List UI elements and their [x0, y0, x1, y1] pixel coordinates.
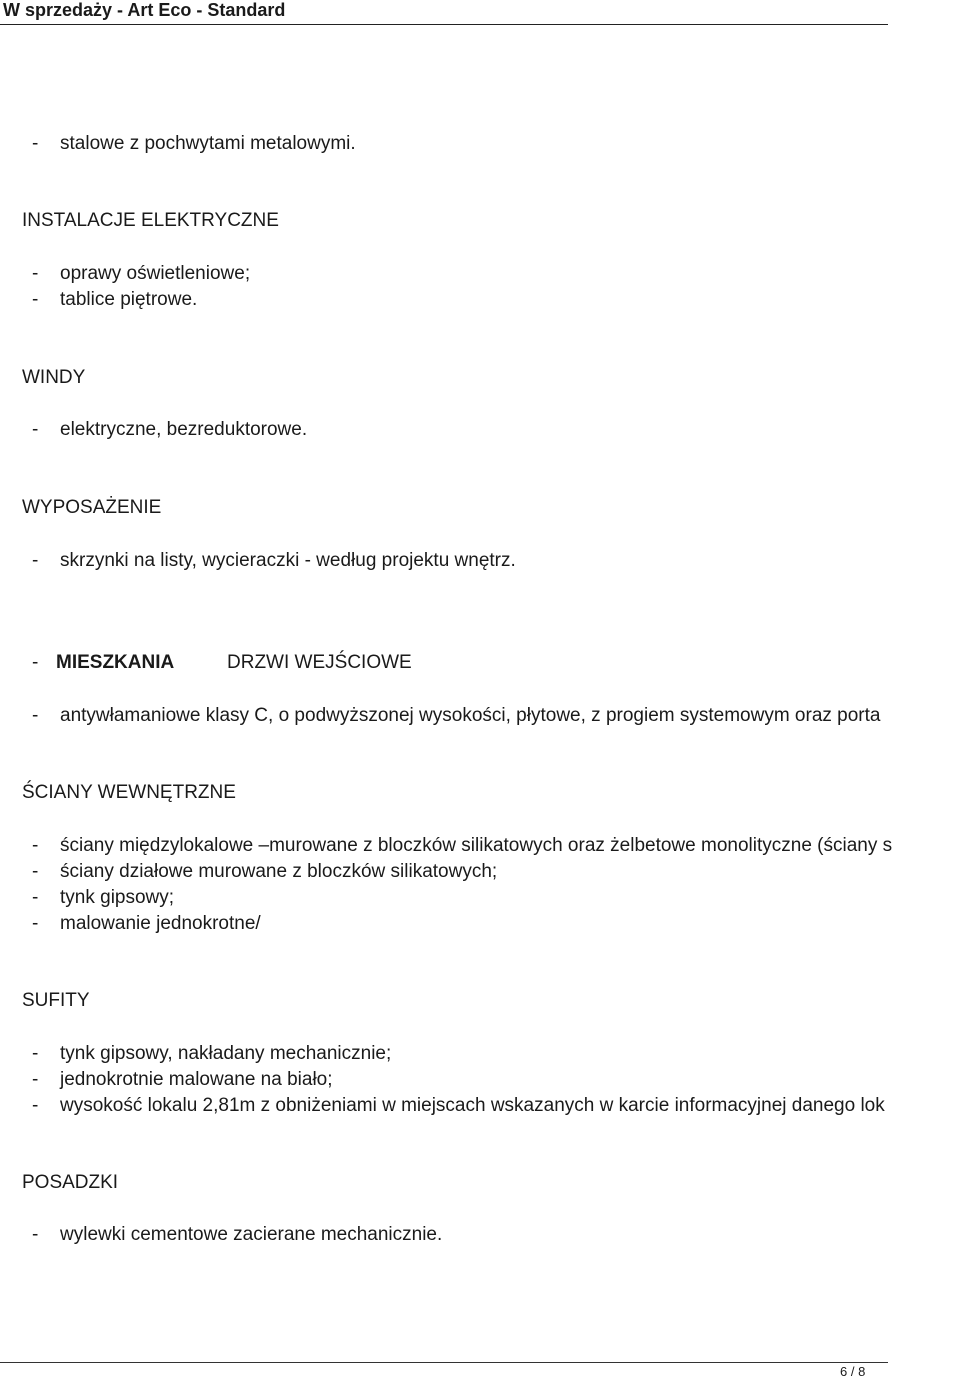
bullet-dash: -: [32, 1095, 39, 1116]
footer-divider: [0, 1362, 888, 1363]
bullet-dash: -: [32, 1069, 39, 1090]
document-title: W sprzedaży - Art Eco - Standard: [3, 0, 286, 20]
bullet-dash: -: [32, 1043, 39, 1064]
bullet-dash: -: [32, 705, 39, 726]
section-label-mieszkania: MIESZKANIA: [56, 652, 175, 673]
bullet-dash: -: [32, 133, 39, 154]
bullet-dash: -: [32, 1224, 39, 1245]
bullet-dash: -: [32, 887, 39, 908]
section-heading-wyposazenie: WYPOSAŻENIE: [22, 497, 162, 518]
section-heading-mieszkania: [22, 651, 522, 675]
bullet-dash: -: [32, 861, 39, 882]
bullet-dash: -: [32, 913, 39, 934]
bullet-dash: -: [32, 835, 39, 856]
section-heading-sciany: ŚCIANY WEWNĘTRZNE: [22, 782, 236, 803]
header-divider: [0, 24, 888, 25]
bullet-dash: -: [32, 419, 39, 440]
section-heading-drzwi: DRZWI WEJŚCIOWE: [227, 652, 412, 673]
bullet-dash: -: [32, 263, 39, 284]
section-heading-sufity: SUFITY: [22, 990, 90, 1011]
section-heading-posadzki: POSADZKI: [22, 1172, 119, 1193]
section-heading-windy: WINDY: [22, 367, 86, 388]
bullet-dash: -: [32, 652, 39, 673]
bullet-dash: -: [32, 289, 39, 310]
bullet-dash: -: [32, 550, 39, 571]
page-number: 6 / 8: [840, 1364, 866, 1379]
section-heading-instalacje: INSTALACJE ELEKTRYCZNE: [22, 210, 279, 231]
